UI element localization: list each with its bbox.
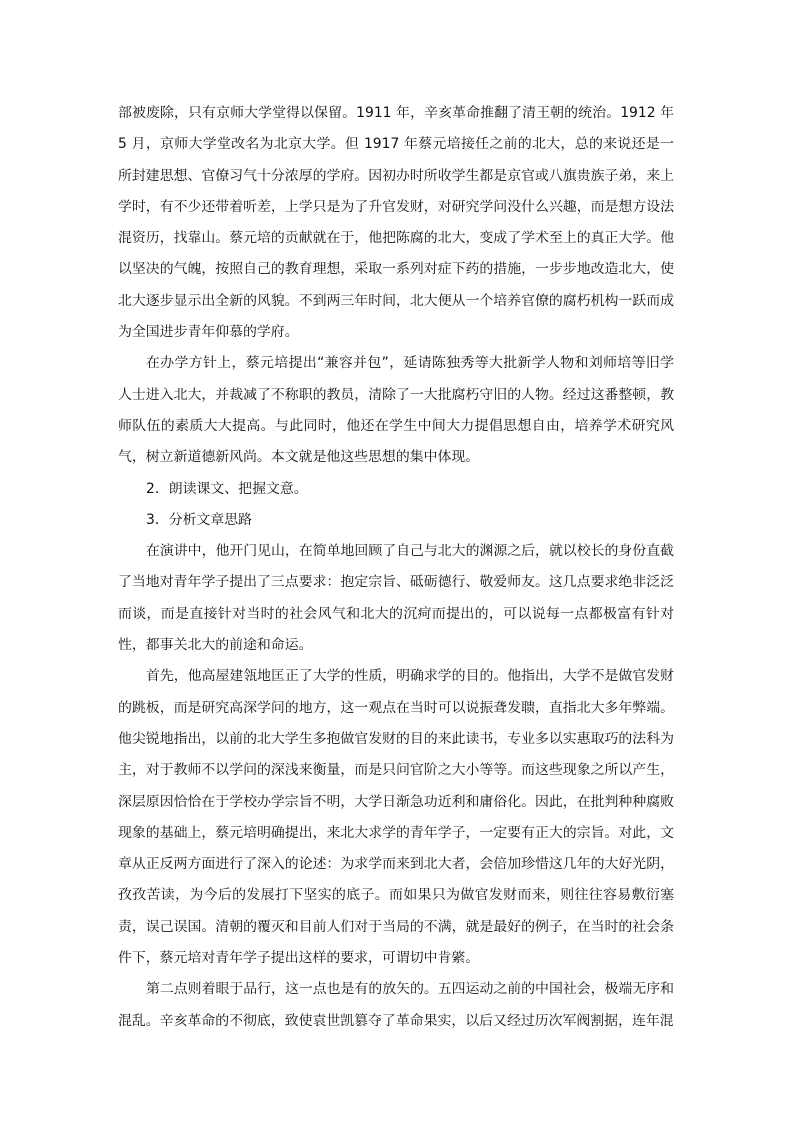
document-page [118,98,674,1037]
section-heading-analyze-structure: 3．分析文章思路 [146,511,253,528]
section-heading-read-text: 2．朗读课文、把握文意。 [146,480,308,497]
paragraph-second-point: 第二点则着眼于品行，这一点也是有的放矢的。五四运动之前的中国社会，极端无序和混乱。辛亥革命的不彻底，致使袁世凯篡夺了革命果实，以后又经过历次军阀割据，连年混 [118,981,674,1029]
paragraph-first-point: 首先，他高屋建瓴地匡正了大学的性质，明确求学的目的。他指出，大学不是做官发财的跳板，而是研究高深学问的地方，这一观点在当时可以说振聋发聩，直指北大多年弊端。他尖锐地指出，以前的北大学生多抱做官发财的目的来此读书，专业多以实惠取巧的法科为主，对于教师不以学问的深浅来衡量，而是只问官阶之大小等等。而这些现象之所以产生，深层原因恰恰在于学校办学宗旨不明，大学日渐急功近利和庸俗化。因此，在批判种种腐败现象的基础上，蔡元培明确提出，来北大求学的青年学子，一定要有正大的宗旨。对此，文章从正反两方面进行了深入的论述：为求学而来到北大者，会倍加珍惜这几年的大好光阴，孜孜苦读，为今后的发展打下坚实的底子。而如果只为做官发财而来，则往往容易敷衍塞责，误己误国。清朝的覆灭和目前人们对于当局的不满，就是最好的例子，在当时的社会条件下，蔡元培对青年学子提出这样的要求，可谓切中肯綮。 [118,668,674,967]
paragraph-history: 部被废除，只有京师大学堂得以保留。1911 年，辛亥革命推翻了清王朝的统治。1912 年 5 月，京师大学堂改名为北京大学。但 1917 年蔡元培接任之前的北大，总的来说还是一所封建思想、官僚习气十分浓厚的学府。因初办时所收学生都是京官或八旗贵族子弟，来上学时，有不少还带着听差，上学只是为了升官发财，对研究学问没什么兴趣，而是想方设法混资历，找靠山。蔡元培的贡献就在于，他把陈腐的北大，变成了学术至上的真正大学。他以坚决的气魄，按照自己的教育理想，采取一系列对症下药的措施，一步步地改造北大，使北大逐步显示出全新的风貌。不到两三年时间，北大便从一个培养官僚的腐朽机构一跃而成为全国进步青年仰慕的学府。 [118,105,674,341]
paragraph-speech-overview: 在演讲中，他开门见山，在简单地回顾了自己与北大的渊源之后，就以校长的身份直截了当地对青年学子提出了三点要求：抱定宗旨、砥砺德行、敬爱师友。这几点要求绝非泛泛而谈，而是直接针对当时的社会风气和北大的沉疴而提出的，可以说每一点都极富有针对性，都事关北大的前途和命运。 [118,543,674,654]
paragraph-policy: 在办学方针上，蔡元培提出“兼容并包”，延请陈独秀等大批新学人物和刘师培等旧学人士进入北大，并裁减了不称职的教员，清除了一大批腐朽守旧的人物。经过这番整顿，教师队伍的素质大大提高。与此同时，他还在学生中间大力提倡思想自由，培养学术研究风气，树立新道德新风尚。本文就是他这些思想的集中体现。 [118,355,674,466]
